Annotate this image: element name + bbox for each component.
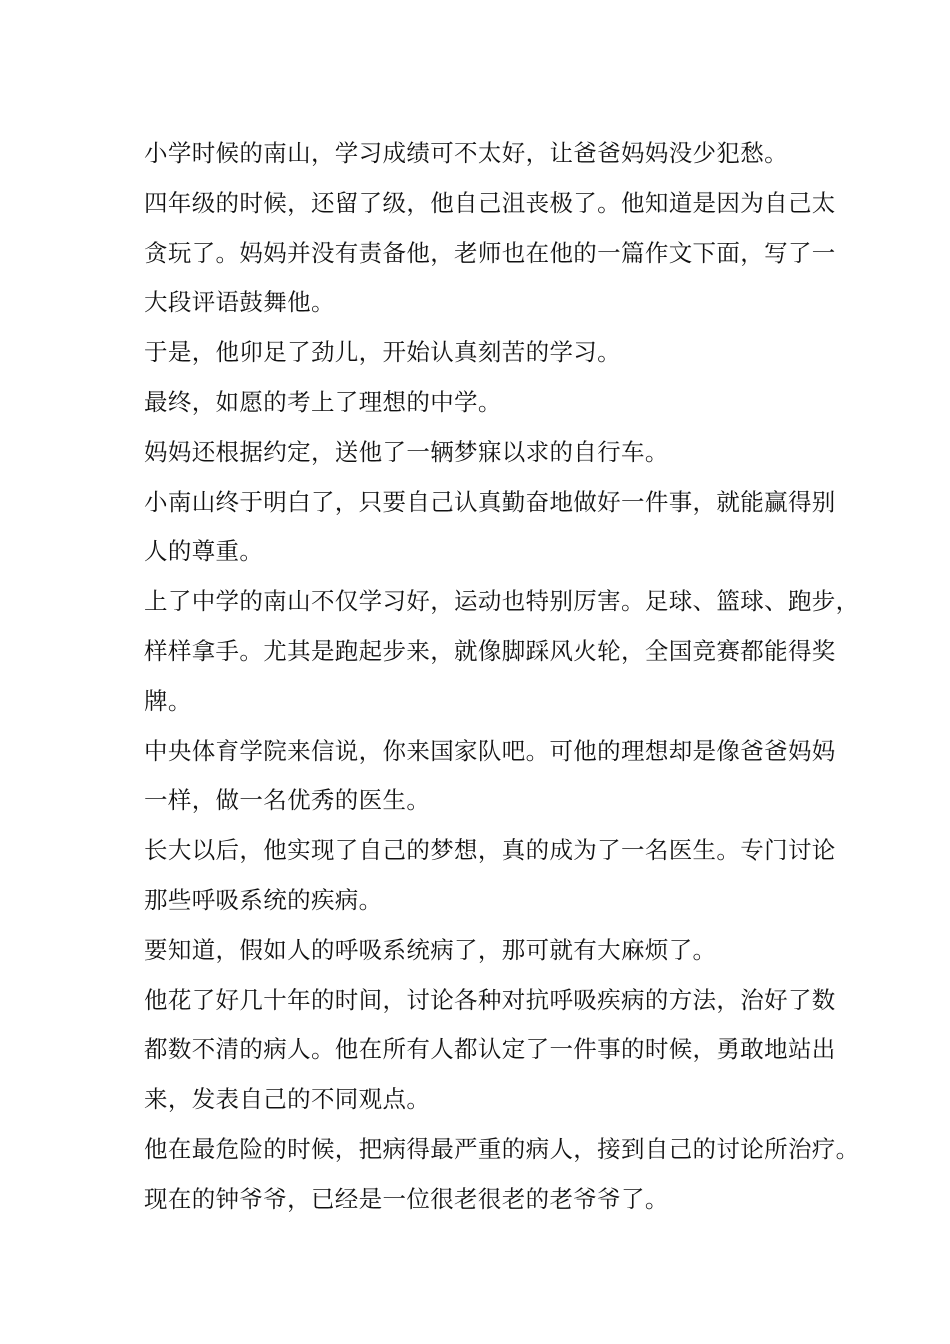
text-line: 大段评语鼓舞他。 xyxy=(144,288,335,317)
text-line: 来，发表自己的不同观点。 xyxy=(144,1085,431,1114)
text-line: 长大以后，他实现了自己的梦想，真的成为了一名医生。专门讨论 xyxy=(144,836,836,865)
text-line: 他在最危险的时候，把病得最严重的病人，接到自己的讨论所治疗。 xyxy=(144,1134,860,1163)
text-line: 一样，做一名优秀的医生。 xyxy=(144,786,431,815)
text-line: 样样拿手。尤其是跑起步来，就像脚踩风火轮，全国竞赛都能得奖 xyxy=(144,636,836,665)
text-line: 牌。 xyxy=(144,686,192,715)
text-line: 小南山终于明白了，只要自己认真勤奋地做好一件事，就能赢得别 xyxy=(144,487,836,516)
text-line: 于是，他卯足了劲儿，开始认真刻苦的学习。 xyxy=(144,338,621,367)
text-line: 要知道，假如人的呼吸系统病了，那可就有大麻烦了。 xyxy=(144,935,717,964)
text-line: 那些呼吸系统的疾病。 xyxy=(144,885,383,914)
text-line: 上了中学的南山不仅学习好，运动也特别厉害。足球、篮球、跑步， xyxy=(144,587,860,616)
text-line: 现在的钟爷爷，已经是一位很老很老的老爷爷了。 xyxy=(144,1184,669,1213)
text-line: 人的尊重。 xyxy=(144,537,264,566)
text-line: 小学时候的南山，学习成绩可不太好，让爸爸妈妈没少犯愁。 xyxy=(144,139,788,167)
text-line: 贪玩了。妈妈并没有责备他，老师也在他的一篇作文下面，写了一 xyxy=(144,238,836,267)
text-line: 中央体育学院来信说，你来国家队吧。可他的理想却是像爸爸妈妈 xyxy=(144,736,836,765)
text-line: 最终，如愿的考上了理想的中学。 xyxy=(144,387,502,416)
text-line: 四年级的时候，还留了级，他自己沮丧极了。他知道是因为自己太 xyxy=(144,188,836,217)
text-line: 妈妈还根据约定，送他了一辆梦寐以求的自行车。 xyxy=(144,437,669,466)
document-body xyxy=(144,129,860,1225)
text-line: 他花了好几十年的时间，讨论各种对抗呼吸疾病的方法，治好了数 xyxy=(144,985,836,1014)
text-line: 都数不清的病人。他在所有人都认定了一件事的时候，勇敢地站出 xyxy=(144,1035,836,1064)
